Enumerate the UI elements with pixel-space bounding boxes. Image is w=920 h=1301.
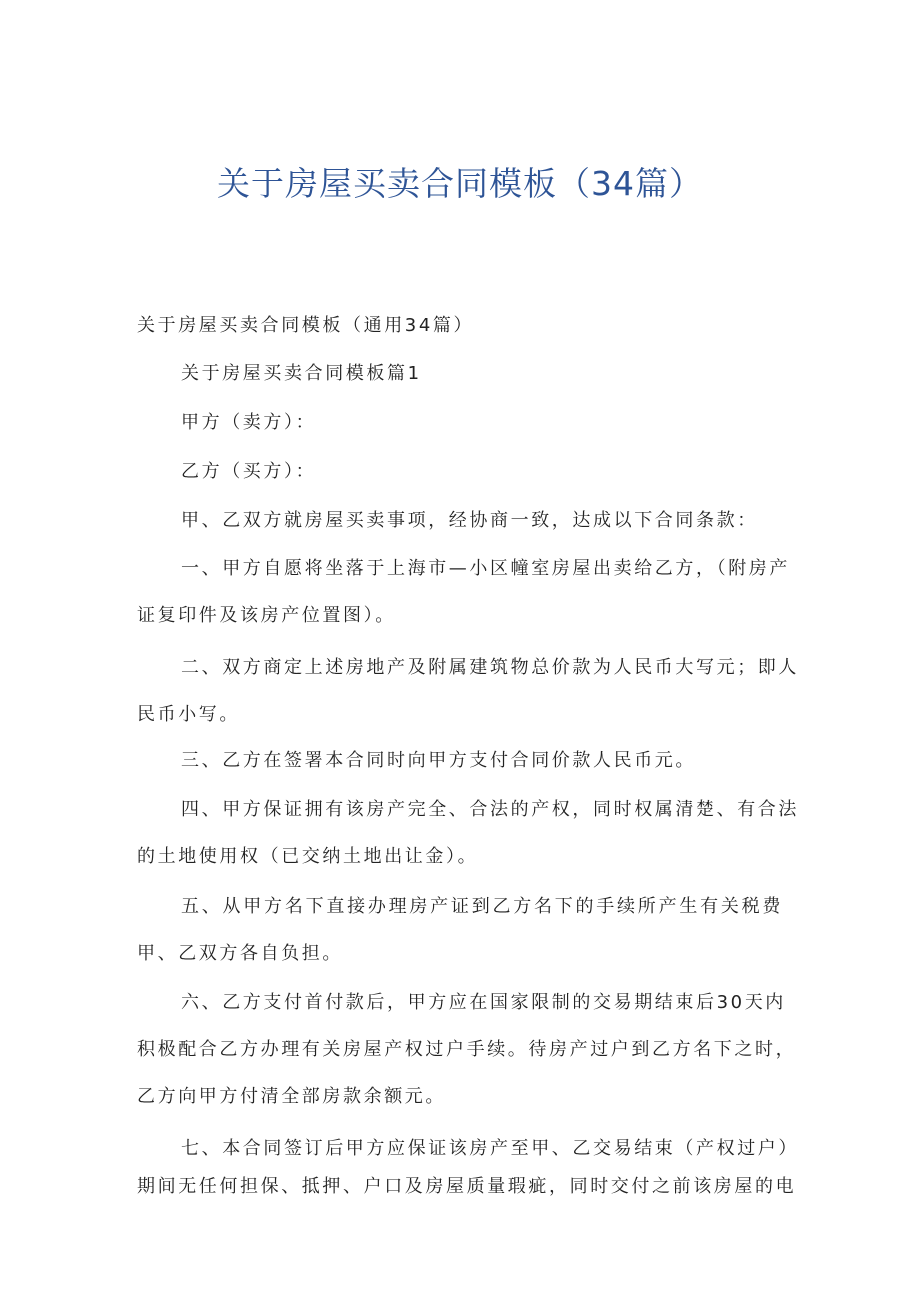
- clause-3-line-1: 三、乙方在签署本合同时向甲方支付合同价款人民币元。: [181, 750, 696, 771]
- party-b-line: [137, 448, 783, 495]
- intro-paragraph: [137, 497, 783, 544]
- clause-4: [137, 786, 799, 880]
- clause-2-line-1: 二、双方商定上述房地产及附属建筑物总价款为人民币大写元；即人: [181, 657, 799, 678]
- clause-6-line-2: 积极配合乙方办理有关房屋产权过户手续。待房产过户到乙方名下之时，: [137, 1039, 797, 1060]
- clause-5: [137, 883, 783, 977]
- clause-2-line-2: 民币小写。: [137, 704, 240, 725]
- clause-6-line-3: 乙方向甲方付清全部房款余额元。: [137, 1086, 446, 1107]
- clause-6: [137, 979, 797, 1120]
- clause-1: [137, 545, 790, 639]
- clause-6-line-1: 六、乙方支付首付款后，甲方应在国家限制的交易期结束后30天内: [181, 992, 786, 1013]
- clause-7-line-1: 七、本合同签订后甲方应保证该房产至甲、乙交易结束（产权过户）: [181, 1138, 799, 1159]
- party-a-line: [137, 399, 783, 446]
- subtitle-text: 关于房屋买卖合同模板（通用34篇）: [137, 315, 475, 336]
- party-b-text: 乙方（买方）：: [181, 461, 317, 482]
- clause-7-line-2: 期间无任何担保、抵押、户口及房屋质量瑕疵，同时交付之前该房屋的电: [137, 1176, 797, 1197]
- party-a-text: 甲方（卖方）：: [181, 412, 317, 433]
- section-heading-text: 关于房屋买卖合同模板篇1: [181, 363, 422, 384]
- clause-5-line-2: 甲、乙双方各自负担。: [137, 943, 343, 964]
- clause-5-line-1: 五、从甲方名下直接办理房产证到乙方名下的手续所产生有关税费: [181, 896, 783, 917]
- section-heading: [137, 350, 783, 397]
- clause-3: [137, 737, 783, 784]
- document-title: 关于房屋买卖合同模板（34篇）: [217, 164, 703, 203]
- clause-2: [137, 644, 799, 738]
- clause-1-line-1: 一、甲方自愿将坐落于上海市—小区幢室房屋出卖给乙方，（附房产: [181, 558, 790, 579]
- clause-4-line-1: 四、甲方保证拥有该房产完全、合法的产权，同时权属清楚、有合法: [181, 799, 799, 820]
- document-subtitle: [137, 302, 783, 349]
- clause-4-line-2: 的土地使用权（已交纳土地出让金）。: [137, 846, 479, 867]
- intro-text: 甲、乙双方就房屋买卖事项，经协商一致，达成以下合同条款：: [181, 510, 758, 531]
- clause-7: [137, 1130, 799, 1206]
- clause-1-line-2: 证复印件及该房产位置图）。: [137, 605, 396, 626]
